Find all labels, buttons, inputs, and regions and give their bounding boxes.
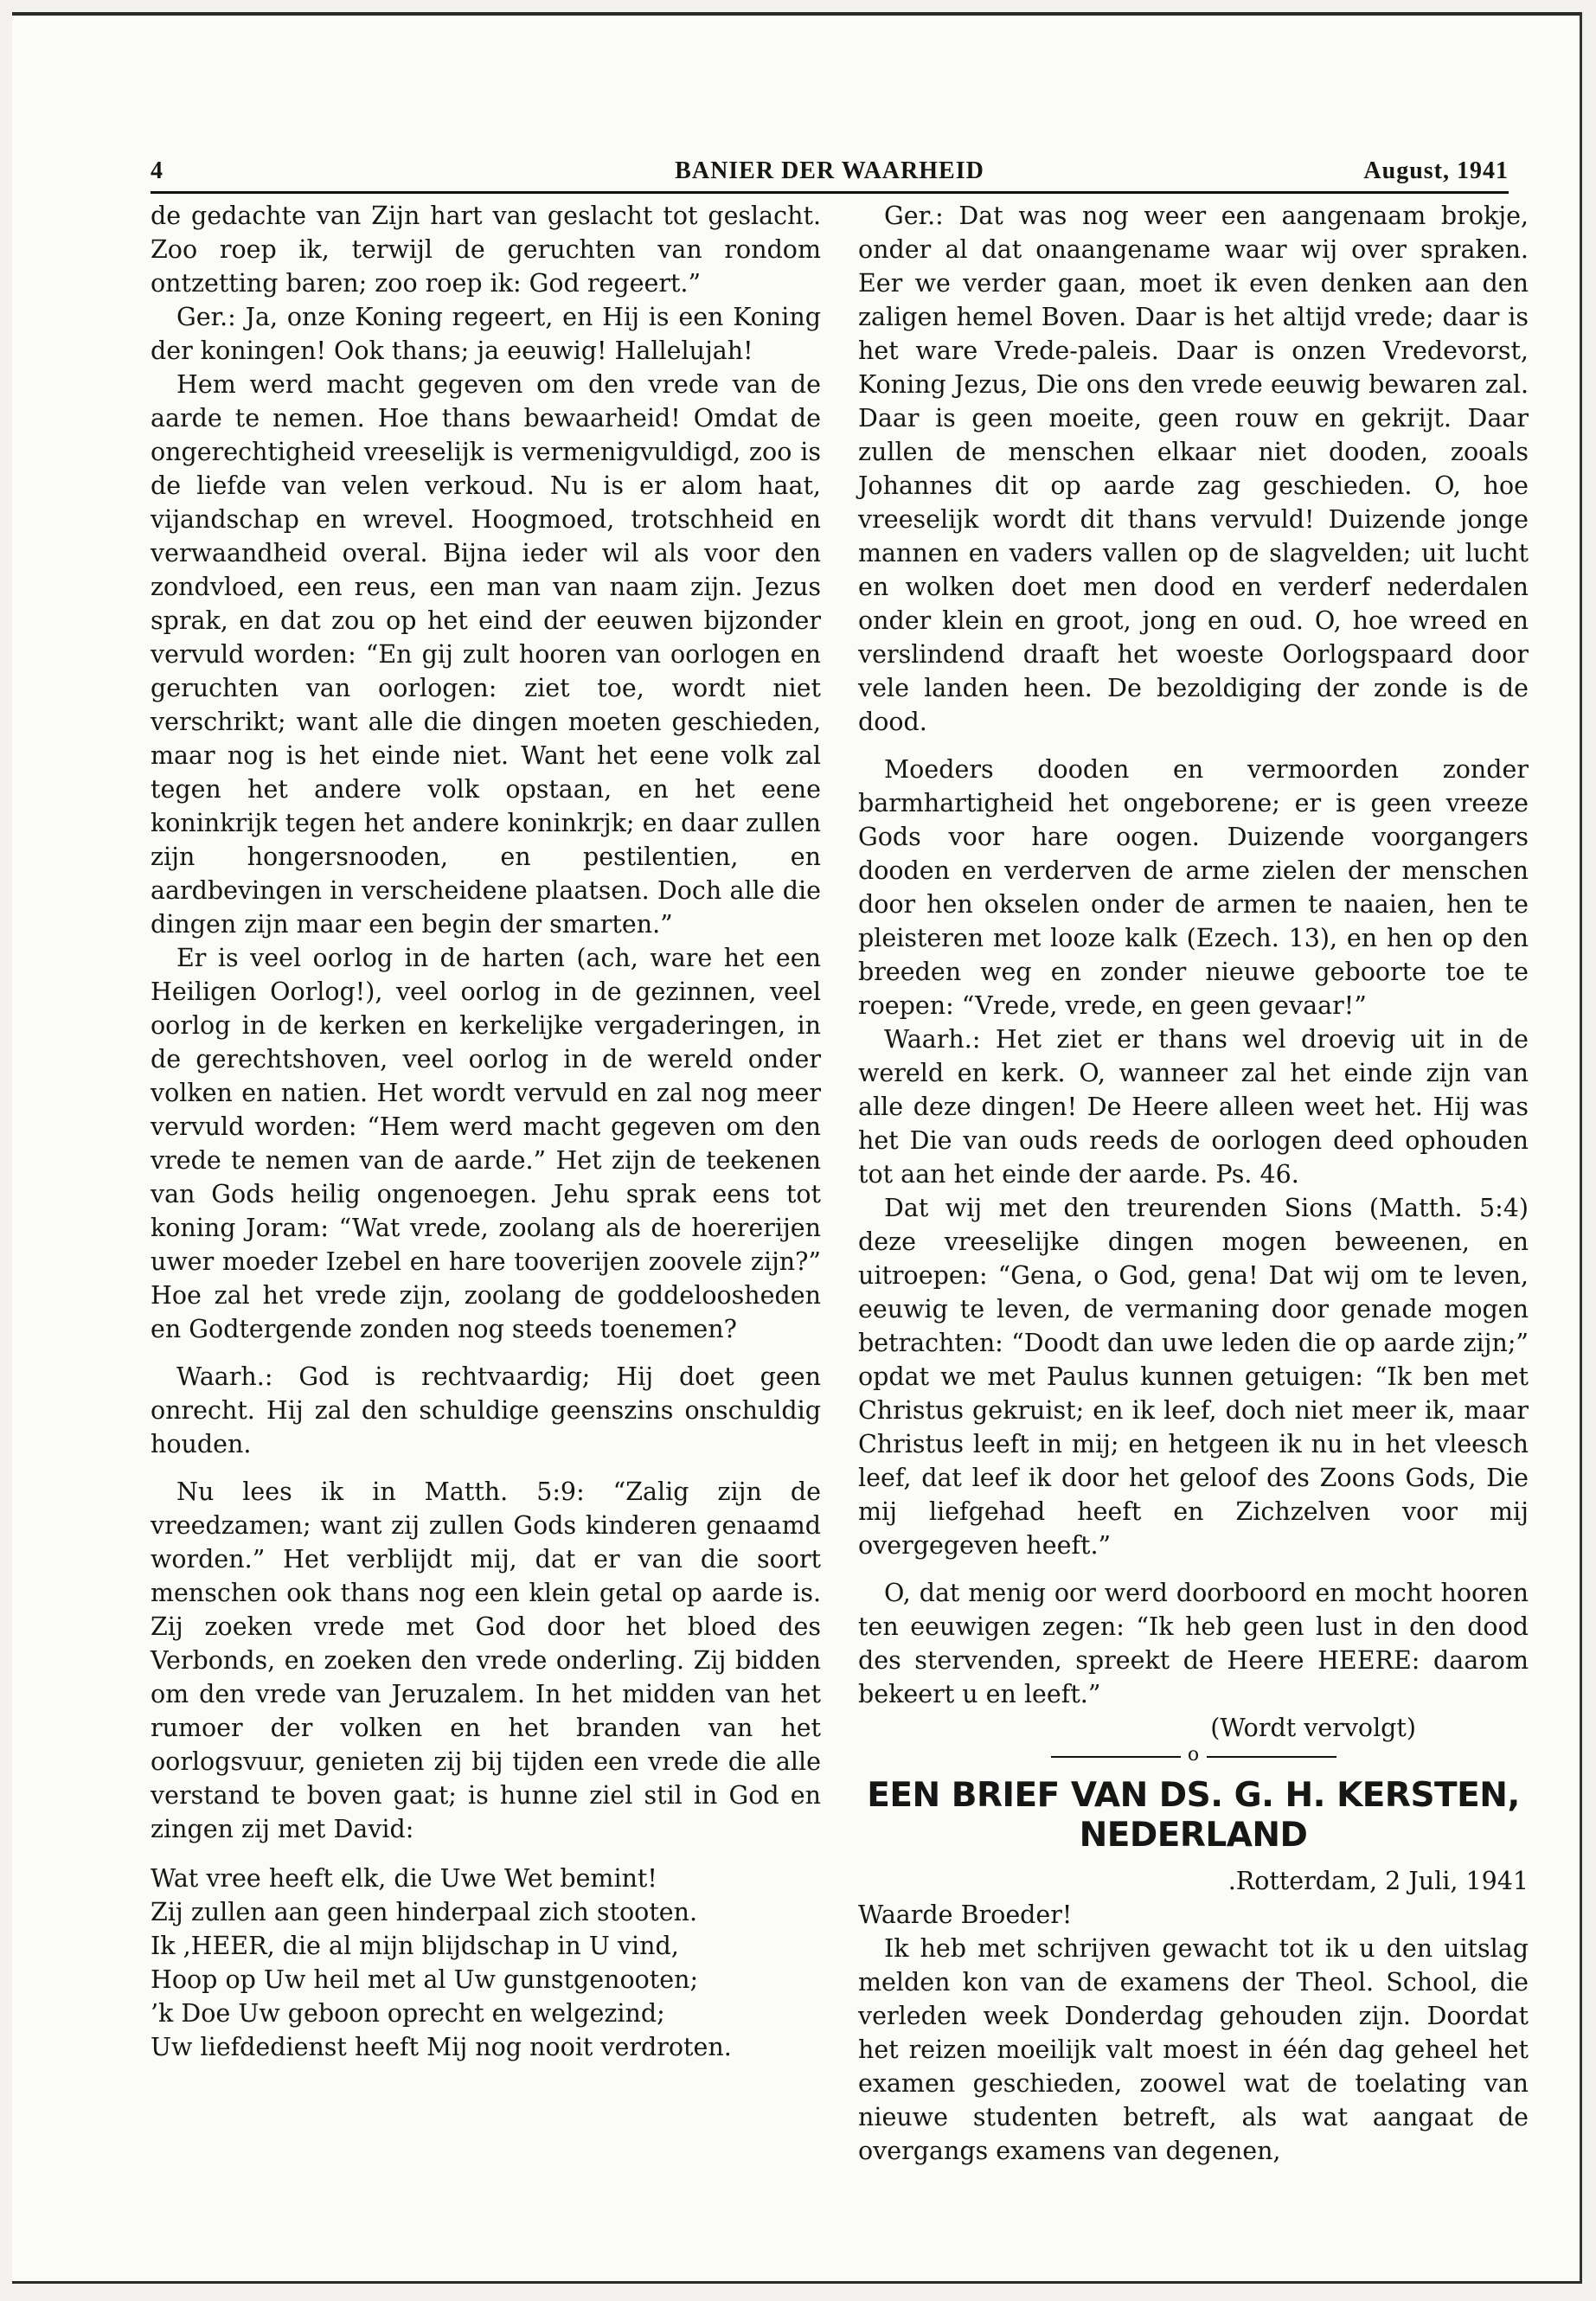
paragraph: Dat wij met den treurenden Sions (Matth. 5:4) deze vreeselijke dingen mogen beweenen, en uitroepen: “Gena, o God, gena! Dat wij om te leven, eeuwig te leven, de vermaning door genade mogen betrachten: “Doodt dan uwe leden die op aarde zijn;” opdat we met Paulus kunnen getuigen: “Ik ben met Christus gekruist; en ik leef, doch niet meer ik, maar Christus leeft in mij; en hetgeen ik nu in het vleesch leef, dat leef ik door het geloof des Zoons Gods, Die mij liefgehad heeft en Zichzelven voor mij overgegeven heeft.”: [858, 1194, 1529, 1560]
verse-line: Hoop op Uw heil met al Uw gunstgenooten;: [151, 1965, 699, 1994]
paragraph: Ger.: Ja, onze Koning regeert, en Hij is een Koning der koningen! Ook thans; ja eeuwig! Hallelujah!: [151, 303, 821, 365]
header-rule: [151, 191, 1509, 194]
paragraph: Er is veel oorlog in de harten (ach, ware het een Heiligen Oorlog!), veel oorlog in de gezinnen, veel oorlog in de kerken en kerkelijke vergaderingen, in de gerechtshoven, veel oorlog in de wereld onder volken en natien. Het wordt vervuld en zal nog meer vervuld worden: “Hem werd macht gegeven om den vrede te nemen van de aarde.” Het zijn de teekenen van Gods heilig ongenoegen. Jehu sprak eens tot koning Joram: “Wat vrede, zoolang als de hoererijen uwer moeder Izebel en hare tooverijen zoovele zijn?” Hoe zal het vrede zijn, zoolang de goddeloosheden en Godtergende zonden nog steeds toenemen?: [151, 944, 821, 1343]
paragraph: de gedachte van Zijn hart van geslacht tot geslacht. Zoo roep ik, terwijl de geruchten van rondom ontzetting baren; zoo roep ik: God regeert.”: [151, 202, 821, 298]
verse-line: Zij zullen aan geen hinderpaal zich stooten.: [151, 1898, 698, 1926]
paragraph: Hem werd macht gegeven om den vrede van de aarde te nemen. Hoe thans bewaarheid! Omdat de ongerechtigheid vreeselijk is vermenigvuldigd, zoo is de liefde van velen verkoud. Nu is er alom haat, vijandschap en wrevel. Hoogmoed, trotschheid en verwaandheid overal. Bijna ieder wil als voor den zondvloed, een reus, een man van naam zijn. Jezus sprak, en dat zou op het eind der eeuwen bijzonder vervuld worden: “En gij zult hooren van oorlogen en geruchten van oorlogen: ziet toe, wordt niet verschrikt; want alle die dingen moeten geschieden, maar nog is het einde niet. Want het eene volk zal tegen het andere volk opstaan, en het eene koninkrijk tegen het andere koninkrjk; en daar zullen zijn hongersnooden, en pestilentien, en aardbevingen in verscheidene plaatsen. Doch alle die dingen zijn maar een begin der smarten.”: [151, 370, 821, 939]
verse-line: Ik ,HEER, die al mijn blijdschap in U vind,: [151, 1932, 679, 1960]
letter-body: Ik heb met schrijven gewacht tot ik u den uitslag melden kon van de examens der Theol. School, die verleden week Donderdag gehouden zijn. Doordat het reizen moeilijk valt moest in één dag geheel het examen geschieden, zoowel wat de toelating van nieuwe studenten betreft, als wat aangaat de overgangs examens van degenen,: [858, 1934, 1529, 2165]
paragraph: Nu lees ik in Matth. 5:9: “Zalig zijn de vreedzamen; want zij zullen Gods kinderen genaamd worden.” Het verblijdt mij, dat er van die soort menschen ook thans nog een klein getal op aarde is. Zij zoeken vrede met God door het bloed des Verbonds, en zoeken den vrede onderling. Zij bidden om den vrede van Jeruzalem. In het midden van het rumoer der volken en het branden van het oorlogsvuur, genieten zij bij tijden een vrede die alle verstand te boven gaat; is hunne ziel stil in God en zingen zij met David:: [151, 1477, 821, 1843]
paragraph: Waarh.: God is rechtvaardig; Hij doet geen onrecht. Hij zal den schuldige geenszins onschuldig houden.: [151, 1362, 821, 1458]
newspaper-page: [12, 12, 1582, 2284]
letter-dateline: .Rotterdam, 2 Juli, 1941: [1227, 1867, 1529, 1895]
paragraph: Waarh.: Het ziet er thans wel droevig uit in de wereld en kerk. O, wanneer zal het einde zijn van alle deze dingen! De Heere alleen weet het. Hij was het Die van ouds reeds de oorlogen deed ophouden tot aan het einde der aarde. Ps. 46.: [858, 1025, 1529, 1189]
heading-line: EEN BRIEF VAN DS. G. H. KERSTEN,: [867, 1776, 1520, 1815]
right-column: [858, 199, 1529, 2168]
verse-line: ’k Doe Uw geboon oprecht en welgezind;: [151, 1999, 665, 2028]
paragraph: Ger.: Dat was nog weer een aangenaam brokje, onder al dat onaangename waar wij over spraken. Eer we verder gaan, moet ik even denken aan den zaligen hemel Boven. Daar is het altijd vrede; daar is het ware Vrede-paleis. Daar is onzen Vredevorst, Koning Jezus, Die ons den vrede eeuwig bewaren zal. Daar is geen moeite, geen rouw en gekrijt. Daar zullen de menschen elkaar niet dooden, zooals Johannes dit op aarde zag geschieden. O, hoe vreeselijk wordt dit thans vervuld! Duizende jonge mannen en vaders vallen op de slagvelden; uit lucht en wolken doet men dood en verderf nederdalen onder klein en groot, jong en oud. O, hoe wreed en verslindend draaft het woeste Oorlogspaard door vele landen heen. De bezoldiging der zonde is de dood.: [858, 202, 1529, 736]
page-header: [151, 157, 1509, 189]
left-column: [151, 199, 821, 2064]
issue-date: August, 1941: [1363, 157, 1509, 184]
verse-line: Wat vree heeft elk, die Uwe Wet bemint!: [151, 1864, 657, 1893]
verse-line: Uw liefdedienst heeft Mij nog nooit verdroten.: [151, 2033, 732, 2061]
continued-note: (Wordt vervolgt): [1210, 1714, 1416, 1742]
divider-mark: o: [1181, 1743, 1207, 1767]
publication-title: BANIER DER WAARHEID: [675, 157, 984, 184]
psalm-verse: [151, 1862, 821, 2064]
page-number: 4: [151, 157, 163, 184]
section-divider: [1051, 1745, 1336, 1767]
article-heading: [858, 1776, 1529, 1856]
heading-line: NEDERLAND: [1079, 1816, 1308, 1855]
paragraph: Moeders dooden en vermoorden zonder barmhartigheid het ongeborene; er is geen vreeze Gods voor hare oogen. Duizende voorgangers dooden en verderven de arme zielen der menschen door hen okselen onder de armen te naaien, hen te pleisteren met looze kalk (Ezech. 13), en hen op den breeden weg en zonder nieuwe geboorte toe te roepen: “Vrede, vrede, en geen gevaar!”: [858, 755, 1529, 1020]
paragraph: O, dat menig oor werd doorboord en mocht hooren ten eeuwigen zegen: “Ik heb geen lust in den dood des stervenden, spreekt de Heere HEERE: daarom bekeert u en leeft.”: [858, 1579, 1529, 1708]
letter-salutation: Waarde Broeder!: [858, 1900, 1073, 1929]
